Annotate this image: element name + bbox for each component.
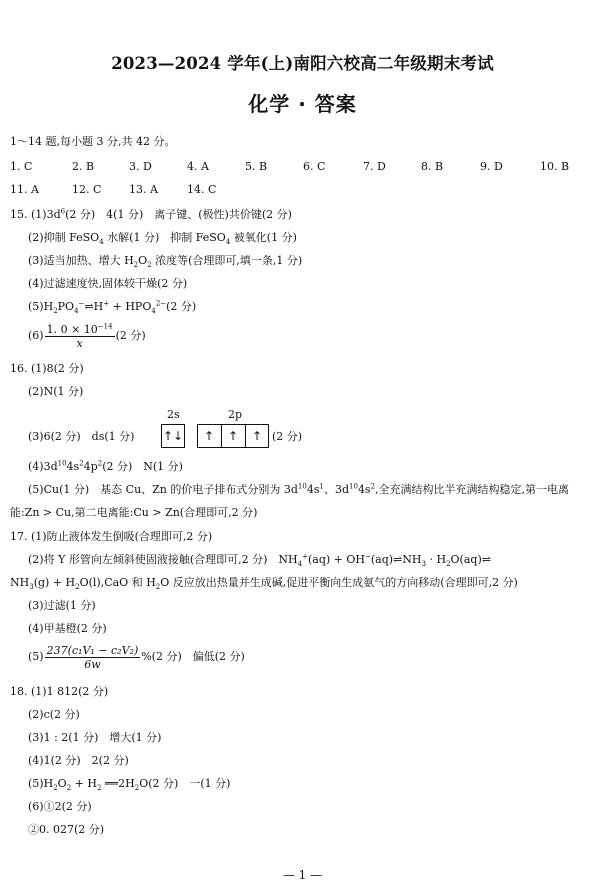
q18-line2: (2)c(2 分) xyxy=(28,708,80,721)
q16-line3-text: (3)6(2 分) ds(1 分) xyxy=(28,430,135,443)
q18-line1: 18. (1)1 812(2 分) xyxy=(10,685,109,698)
mc-answer: 12. C xyxy=(72,183,102,196)
mc-answer: 9. D xyxy=(480,160,503,173)
q18-line6: (6)①2(2 分) xyxy=(28,800,92,813)
exam-title: 2023—2024 学年(上)南阳六校高二年级期末考试 xyxy=(111,54,494,73)
q18-line7: ②0. 027(2 分) xyxy=(28,823,105,836)
q16-line5: (5)Cu(1 分) 基态 Cu、Zn 的价电子排布式分别为 $3d^{10}4s^1$、$3d^{10}4s^2$,全充满结构比半充满结构稳定,第一电离 xyxy=(28,482,570,496)
mc-answer: 13. A xyxy=(129,183,158,196)
orbital-label-2p: 2p xyxy=(228,408,243,421)
q18-line4: (4)1(2 分) 2(2 分) xyxy=(28,754,129,767)
mc-answer: 3. D xyxy=(129,160,152,173)
q15-line1: 15. $(1)3d^6(2$ 分) 4(1 分) 离子键、(极性)共价键(2 分) xyxy=(10,207,292,221)
q16-line6: 能:Zn > Cu,第二电离能:Cu > Zn(合理即可,2 分) xyxy=(10,506,258,519)
q15-line6: (6) $\frac{1. 0 \times 10^{-14}}{x}$ (2 分) xyxy=(28,321,146,350)
mc-answer: 5. B xyxy=(245,160,268,173)
orbital-cell: ↑↓ xyxy=(162,429,184,443)
q17-line2: (2)将 Y 形管向左倾斜使固液接触(合理即可,2 分) $NH_4^+(aq)$ + $OH^-(aq)\rightleftharpoons NH_3$ · $H_2O(aq)\rightleftharpoons$ xyxy=(28,552,491,569)
q16-line4: $(4)3d^{10}4s^24p^2(2$ 分) N(1 分) xyxy=(28,459,183,473)
mc-answer: 4. A xyxy=(187,160,209,173)
orbital-box-2p xyxy=(197,424,269,448)
q18-line5: $(5)H_2O_2 + H_2$ $══2H_2O(2$ 分) 一(1 分) xyxy=(28,777,231,793)
q15-line4: (4)过滤速度快,固体较干燥(2 分) xyxy=(28,277,188,290)
mc-answer: 8. B xyxy=(421,160,444,173)
exam-subtitle: 化学 · 答案 xyxy=(248,92,357,116)
q16-line1: 16. (1)8(2 分) xyxy=(10,362,84,375)
orbital-cell: ↑ xyxy=(203,429,215,443)
q17-line1: 17. (1)防止液体发生倒吸(合理即可,2 分) xyxy=(10,530,213,543)
fraction: $\frac{1. 0 \times 10^{-14}}{x}$ xyxy=(46,321,113,350)
q16-line3-score: (2 分) xyxy=(272,430,303,443)
q17-line4: (3)过滤(1 分) xyxy=(28,599,96,612)
mc-answer: 14. C xyxy=(187,183,217,196)
mc-answer: 2. B xyxy=(72,160,95,173)
q15-line3: (3)适当加热、增大 $H_2O_2$ 浓度等(合理即可,填一条,1 分) xyxy=(28,254,303,270)
mc-answer: 6. C xyxy=(303,160,326,173)
mc-intro: 1～14 题,每小题 3 分,共 42 分。 xyxy=(10,135,176,148)
q17-line6: (5) $\frac{\text{237(c₁V₁ − c₂V₂)}}{6w}$ %(2 分) 偏低(2 分) xyxy=(28,643,245,671)
mc-answer: 10. B xyxy=(540,160,570,173)
mc-answer: 1. C xyxy=(10,160,33,173)
q18-line3: (3)1 : 2(1 分) 增大(1 分) xyxy=(28,731,162,744)
q17-line5: (4)甲基橙(2 分) xyxy=(28,622,107,635)
q16-line2: (2)N(1 分) xyxy=(28,385,84,398)
mc-answer: 7. D xyxy=(363,160,386,173)
fraction: $\frac{\text{237(c₁V₁ − c₂V₂)}}{6w}$ xyxy=(46,643,139,671)
orbital-label-2s: 2s xyxy=(167,408,180,421)
orbital-cell: ↑ xyxy=(227,429,239,443)
orbital-cell: ↑ xyxy=(251,429,263,443)
equilibrium-arrow: ⇌ xyxy=(84,300,94,313)
q15-line2: (2)抑制 FeSO$_4$ 水解(1 分) 抑制 FeSO$_4$ 被氧化(1 分) xyxy=(28,231,297,247)
orbital-box-2s xyxy=(161,424,185,448)
mc-answer: 11. A xyxy=(10,183,39,196)
q15-line5: $(5)H_2PO_4^-\rightleftharpoons H^+ + HPO_4^{2-}(2$ 分) xyxy=(28,299,197,316)
page-number: — 1 — xyxy=(282,868,323,882)
q17-line3: $NH_3(g) + H_2O(l),CaO$ 和 $H_2O$ 反应放出热量并生成碱,促进平衡向生成氨气的方向移动(合理即可,2 分) xyxy=(10,576,518,592)
